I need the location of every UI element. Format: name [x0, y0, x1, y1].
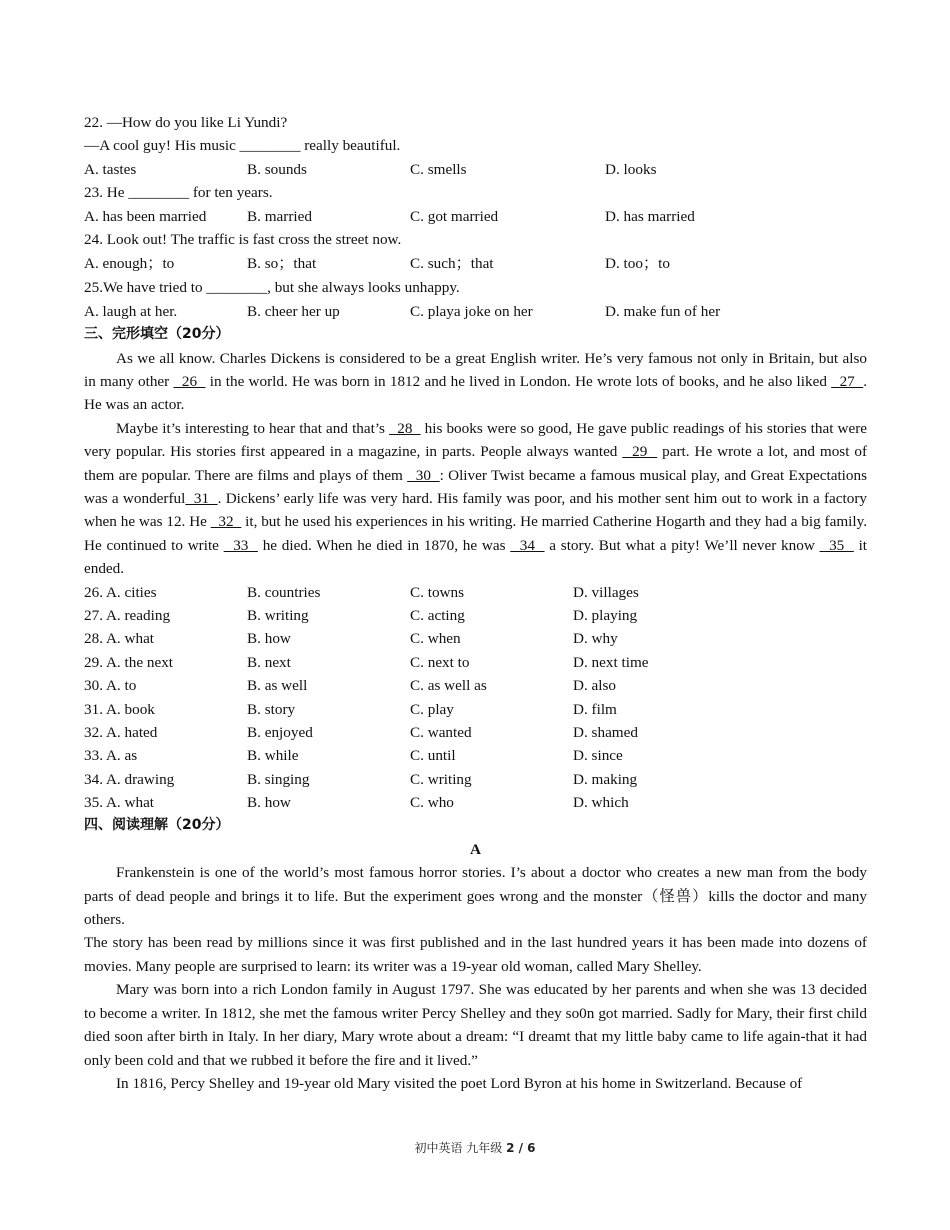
cloze-options-35	[84, 791, 867, 814]
reading-paragraph-1: Frankenstein is one of the world’s most famous horror stories. I’s about a doctor who creates a new man from the body parts of dead people and brings it to life. But the experiment goes wrong and the monster（怪兽）kills the doctor and many others.	[84, 864, 867, 929]
option-b: B. as well	[247, 677, 308, 695]
option-c: C. when	[410, 630, 461, 648]
cloze-text: Maybe it’s interesting to hear that and that’s	[116, 419, 390, 437]
option-d: D. why	[573, 630, 618, 648]
option-d: D. looks	[605, 160, 657, 178]
page-footer	[0, 1139, 950, 1156]
option-a: 27. A. reading	[84, 606, 171, 624]
q22-stem: 22. —How do you like Li Yundi?	[84, 114, 288, 131]
cloze-text: in the world. He was born in 1812 and he lived in London. He wrote lots of books, and he also liked	[205, 372, 832, 390]
cloze-options-31	[84, 698, 867, 721]
passage-label: A	[470, 840, 481, 858]
option-d: D. villages	[573, 583, 639, 601]
blank-29: 29	[622, 443, 658, 461]
option-d: D. make fun of her	[605, 302, 721, 320]
footer-label: 初中英语 九年级	[414, 1141, 507, 1155]
reading-paragraph-4: In 1816, Percy Shelley and 19-year old Mary visited the poet Lord Byron at his home in Switzerland. Because of	[116, 1074, 803, 1092]
section4-heading: 四、阅读理解（20分）	[84, 817, 230, 834]
cloze-options-32	[84, 721, 867, 744]
option-c: C. playa joke on her	[410, 302, 533, 320]
option-a: A. enough；to	[84, 255, 175, 273]
cloze-text: it ended.	[84, 536, 868, 578]
option-c: C. got married	[410, 207, 499, 225]
cloze-text: : Oliver Twist became a famous musical play, and Great Expectations was a wonderful	[84, 466, 868, 507]
option-c: C. until	[410, 747, 456, 765]
option-a: 28. A. what	[84, 630, 155, 648]
cloze-options-26	[84, 581, 867, 604]
option-b: B. how	[247, 794, 291, 812]
option-b: B. enjoyed	[247, 723, 313, 741]
option-b: B. next	[247, 653, 291, 671]
q23-options	[84, 205, 867, 228]
option-c: C. towns	[410, 583, 465, 601]
cloze-text: . He was an actor.	[84, 372, 868, 414]
option-d: D. which	[573, 794, 629, 812]
q24-options	[84, 251, 867, 276]
option-d: D. has married	[605, 207, 695, 225]
option-a: 34. A. drawing	[84, 770, 175, 788]
cloze-options-30	[84, 674, 867, 697]
cloze-text: . Dickens’ early life was very hard. His family was poor, and his mother sent him out to work in a factory when he was 12. He	[84, 489, 868, 531]
cloze-paragraph-1	[84, 347, 867, 417]
option-a: 35. A. what	[84, 794, 155, 812]
option-c: C. such；that	[410, 255, 494, 273]
blank-34: 34	[510, 536, 545, 554]
option-b: B. while	[247, 747, 299, 765]
option-d: D. shamed	[573, 723, 638, 741]
cloze-text: a story. But what a pity! We’ll never know	[544, 536, 820, 554]
option-a: 29. A. the next	[84, 653, 174, 671]
option-c: C. play	[410, 700, 454, 718]
blank-33: 33	[223, 536, 258, 554]
option-b: B. writing	[247, 606, 309, 624]
q22-stem-reply: —A cool guy! His music ________ really beautiful.	[84, 137, 401, 155]
cloze-text: his books were so good, He gave public readings of his stories that were very popular. His stories first appeared in a magazine, in parts. People always wanted	[84, 419, 868, 461]
cloze-options-34	[84, 768, 867, 791]
exam-page	[84, 111, 867, 1095]
section3-heading: 三、完形填空（20分）	[84, 326, 230, 343]
cloze-options-27	[84, 604, 867, 627]
option-d: D. too；to	[605, 255, 670, 273]
page-number: 2 / 6	[506, 1141, 536, 1155]
blank-30: 30	[407, 466, 440, 484]
reading-paragraph-2: The story has been read by millions since it was first published and in the last hundred years it has been made into dozens of movies. Many people are surprised to learn: its writer was a 19-year old woman, called Mary Shelley.	[84, 934, 867, 975]
option-d: D. playing	[573, 606, 638, 624]
q24-stem: 24. Look out! The traffic is fast cross the street now.	[84, 230, 402, 248]
option-d: D. film	[573, 700, 617, 718]
option-a: 32. A. hated	[84, 723, 158, 741]
option-c: C. smells	[410, 160, 467, 178]
option-c: C. acting	[410, 606, 465, 624]
option-a: 31. A. book	[84, 700, 155, 718]
option-a: A. tastes	[84, 160, 137, 178]
option-c: C. writing	[410, 770, 472, 788]
option-d: D. making	[573, 770, 638, 788]
cloze-text: it, but he used his experiences in his writing. He married Catherine Hogarth and they had a big family. He continued to write	[84, 513, 868, 554]
cloze-paragraph-2	[84, 417, 867, 581]
option-a: A. laugh at her.	[84, 302, 178, 320]
option-a: 33. A. as	[84, 747, 138, 765]
q23-stem: 23. He ________ for ten years.	[84, 184, 273, 202]
option-b: B. countries	[247, 583, 321, 601]
option-c: C. wanted	[410, 723, 472, 741]
cloze-text: he died. When he died in 1870, he was	[257, 536, 511, 554]
option-d: D. also	[573, 677, 617, 695]
option-b: B. so；that	[247, 255, 317, 273]
blank-32: 32	[210, 513, 242, 531]
cloze-options-33	[84, 744, 867, 767]
blank-35: 35	[819, 536, 854, 554]
option-b: B. story	[247, 700, 296, 718]
option-a: 30. A. to	[84, 677, 137, 695]
option-d: D. since	[573, 747, 623, 765]
option-d: D. next time	[573, 653, 649, 671]
cloze-text: part. He wrote a lot, and most of them are popular. There are films and plays of them	[84, 443, 867, 484]
q25-options	[84, 300, 867, 323]
q25-stem: 25.We have tried to ________, but she always looks unhappy.	[84, 279, 460, 297]
option-b: B. singing	[247, 770, 310, 788]
q22-options	[84, 158, 867, 181]
blank-27: 27	[831, 372, 864, 390]
option-b: B. cheer her up	[247, 302, 340, 320]
option-b: B. how	[247, 630, 291, 648]
blank-26: 26	[173, 372, 206, 390]
option-b: B. married	[247, 207, 312, 225]
option-c: C. as well as	[410, 677, 487, 695]
option-a: A. has been married	[84, 207, 207, 225]
option-a: 26. A. cities	[84, 583, 157, 601]
reading-paragraph-3: Mary was born into a rich London family in August 1797. She was educated by her parents and when she was 13 decided to become a writer. In 1812, she met the famous writer Percy Shelley and they so0n got married. Sadly for Mary, their first child died soon after birth in Italy. In her diary, Mary wrote about a dream: “I dreamt that my little baby came to life again-that it had only been cold and that we rubbed it before the fire and it lived.”	[84, 981, 867, 1069]
option-c: C. who	[410, 794, 454, 812]
blank-28: 28	[389, 419, 421, 437]
blank-31: 31	[185, 489, 218, 507]
cloze-text: As we all know. Charles Dickens is considered to be a great English writer. He’s very famous not only in Britain, but also in many other	[84, 349, 867, 390]
option-c: C. next to	[410, 653, 470, 671]
cloze-options-29	[84, 651, 867, 674]
cloze-options-28	[84, 627, 867, 650]
option-b: B. sounds	[247, 160, 307, 178]
